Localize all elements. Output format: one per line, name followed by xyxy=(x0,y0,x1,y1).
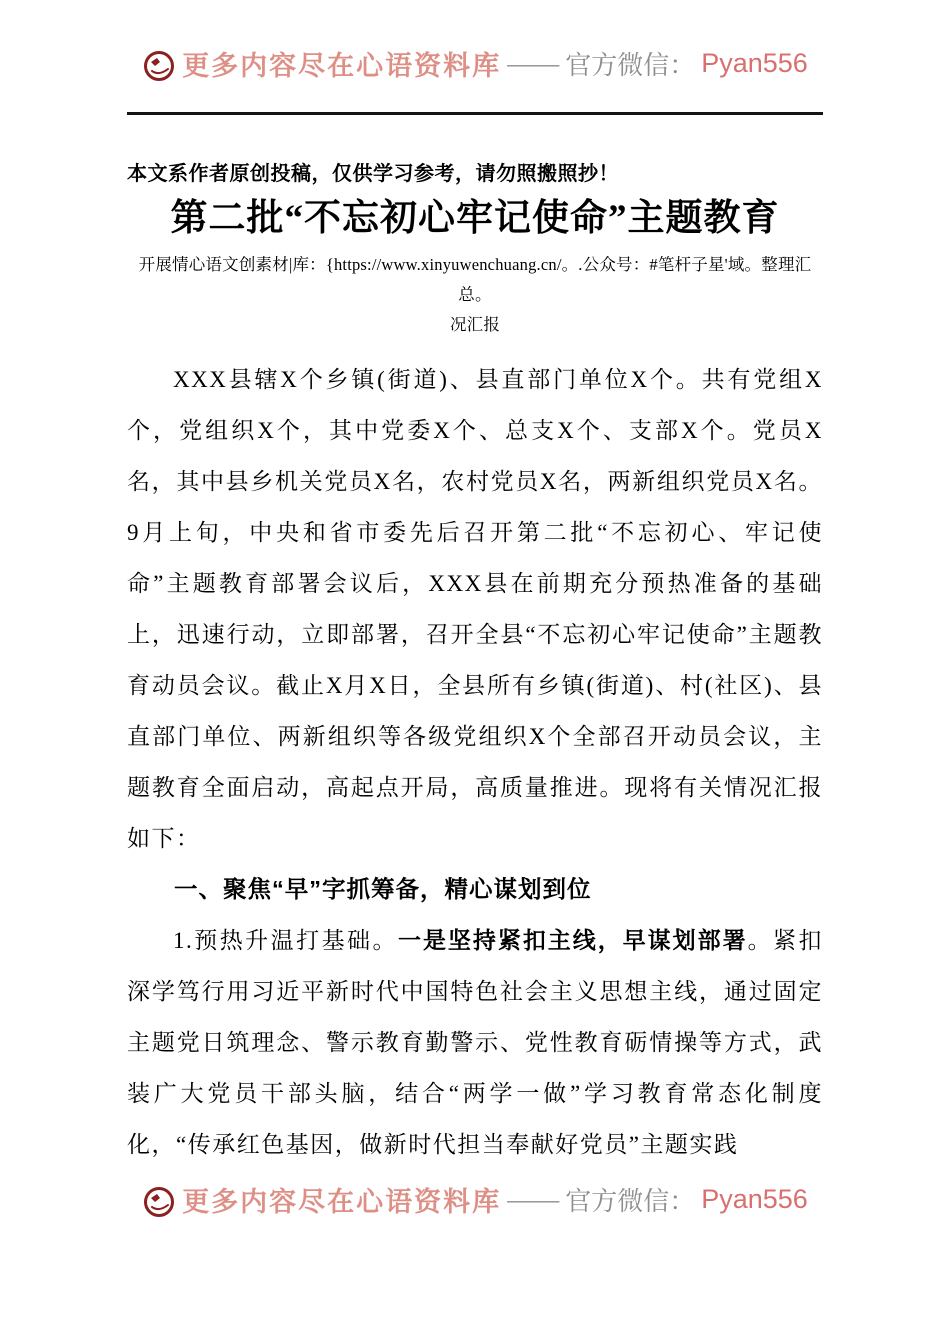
watermark-label: 官方微信： xyxy=(565,51,696,80)
section-1-heading: 一、聚焦“早”字抓筹备，精心谋划到位 xyxy=(174,875,592,902)
copyright-notice: 本文系作者原创投稿，仅供学习参考，请勿照搬照抄！ xyxy=(127,163,619,185)
header-watermark-clip xyxy=(142,50,808,88)
watermark-separator: —— xyxy=(507,50,560,78)
watermark-separator: —— xyxy=(507,1186,560,1214)
footer-watermark xyxy=(0,1186,950,1224)
watermark-account: Pyan556 xyxy=(701,50,808,78)
document-title: 第二批“不忘初心牢记使命”主题教育 xyxy=(170,198,780,239)
watermark-account: Pyan556 xyxy=(701,1186,808,1214)
header-watermark xyxy=(0,50,950,88)
body-paragraph-1: XXX县辖X个乡镇(街道)、县直部门单位X个。共有党组X个，党组织X个，其中党委X个、总支X个、支部X个。党员X名，其中县乡机关党员X名，农村党员X名，两新组织党员X名。9月上旬，中央和省市委先后召开第二批“不忘初心、牢记使命”主题教育部署会议后，XXX县在前期充分预热准备的基础上，迅速行动，立即部署，召开全县“不忘初心牢记使命”主题教育动员会议。截止X月X日，全县所有乡镇(街道)、村(社区)、县直部门单位、两新组织等各级党组织X个全部召开动员会议，主题教育全面启动，高起点开局，高质量推进。现将有关情况汇报如下： xyxy=(127,366,823,851)
header-divider xyxy=(127,112,823,115)
watermark-brand-text: 更多内容尽在心语资料库 xyxy=(182,1187,502,1217)
watermark-brand-text: 更多内容尽在心语资料库 xyxy=(182,51,502,81)
source-line-1: 开展情心语文创素材|库：{https://www.xinyuwenchuang.cn/。.公众号：#笔杆子星'域。整理汇总。 xyxy=(138,254,812,304)
paragraph-2-lead: 1.预热升温打基础。 xyxy=(173,927,398,953)
watermark-label: 官方微信： xyxy=(565,1187,696,1216)
paragraph-2-rest: 。紧扣深学笃行用习近平新时代中国特色社会主义思想主线，通过固定主题党日筑理念、警示教育勤警示、党性教育砺情操等方式，武装广大党员干部头脑，结合“两学一做”学习教育常态化制度化，“传承红色基因，做新时代担当奉献好党员”主题实践 xyxy=(127,927,824,1157)
brand-logo-icon xyxy=(142,50,176,83)
footer-watermark-clip xyxy=(142,1186,808,1224)
paragraph-2-bold-point: 一是坚持紧扣主线，早谋划部署 xyxy=(397,926,748,953)
brand-logo-icon xyxy=(142,1186,176,1219)
source-line-2: 况汇报 xyxy=(449,314,501,334)
body-paragraph-2 xyxy=(127,915,823,1170)
source-info xyxy=(127,250,823,340)
